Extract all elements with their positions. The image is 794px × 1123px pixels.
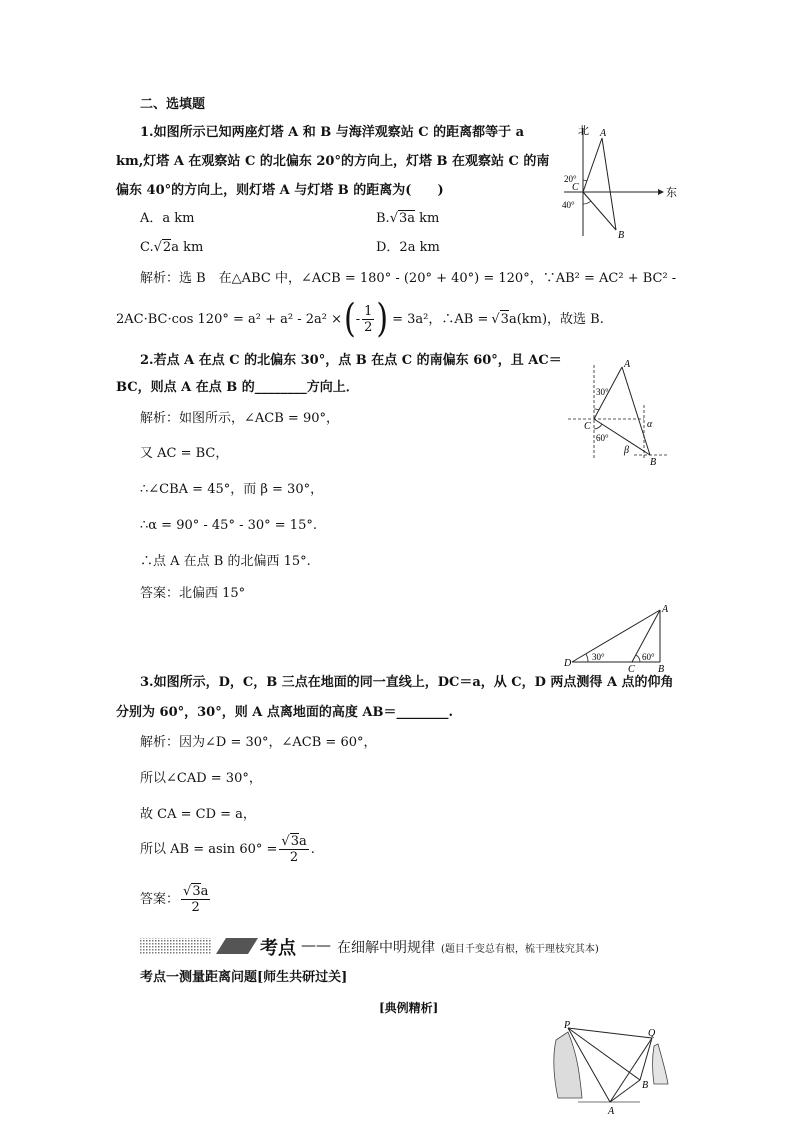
point-b-label: B — [618, 230, 625, 241]
half-numerator: 1 — [364, 304, 373, 319]
angle-60-label: 60° — [642, 652, 655, 662]
alpha-label: α — [647, 419, 653, 430]
banner-note: (题目千变总有根，梳干理枝究其本) — [441, 944, 599, 955]
point-d-label: D — [564, 658, 572, 669]
paren-right: ) — [376, 296, 389, 342]
point-a-label: A — [608, 1106, 615, 1117]
q1-option-b-radicand: 3a — [398, 211, 416, 226]
q3-result-radicand: 3 — [290, 834, 299, 849]
q3-result-fraction — [279, 834, 308, 865]
q2-answer: 答案：北偏西 15° — [140, 586, 246, 601]
q3-answer-numerator — [181, 884, 210, 900]
q2-solution-1: 解析：如图所示，∠ACB = 90°， — [140, 411, 339, 426]
q1-option-a: A．a km — [140, 211, 195, 226]
section-title: 二、选填题 — [140, 97, 206, 112]
q1-option-c-radicand: 2 — [162, 240, 172, 255]
example-figure — [548, 1018, 680, 1118]
q1-solution-line2 — [116, 296, 604, 342]
q1-option-c — [140, 239, 203, 257]
q3-figure — [560, 600, 678, 672]
q1-option-b-prefix: B. — [376, 211, 390, 226]
banner-main: 考点 — [260, 938, 296, 959]
north-label: 北 — [578, 125, 589, 137]
q3-result-a: a — [298, 834, 307, 849]
point-a-label: A — [600, 128, 607, 139]
q2-line2: BC，则点 A 在点 B 的________方向上． — [116, 380, 359, 395]
segment-qa — [610, 1038, 652, 1102]
segment-ab — [610, 1080, 640, 1102]
q1-solution-line1: 解析：选 B 在△ABC 中，∠ACB = 180° - (20° + 40°) = 120°，∵AB² = AC² + BC² - — [140, 271, 677, 286]
sqrt-sign: √ — [491, 311, 500, 327]
point-q-label: Q — [648, 1028, 656, 1039]
segment-ab — [622, 367, 650, 455]
q3-solution-3: 故 CA = CD = a， — [140, 807, 256, 822]
banner-sub: 在细解中明规律 — [337, 940, 435, 956]
section-banner — [140, 936, 670, 959]
point-c-label: C — [572, 182, 579, 193]
q2-line1: 2.若点 A 在点 C 的北偏东 30°，点 B 在点 C 的南偏东 60°，且 AC＝ — [140, 353, 562, 368]
east-label: 东 — [666, 187, 677, 199]
q3-line2: 分别为 60°，30°，则 A 点离地面的高度 AB＝________. — [116, 705, 453, 720]
q1-option-c-suffix: a km — [171, 240, 204, 255]
q3-solution-1: 解析：因为∠D = 30°，∠ACB = 60°， — [140, 735, 377, 750]
half-fraction — [362, 304, 374, 335]
segment-ca — [583, 138, 602, 192]
angle-40-arc — [583, 201, 591, 204]
sqrt-sign: √ — [281, 834, 290, 849]
q1-solution-line2-b: = 3a²，∴AB = — [392, 311, 489, 327]
q2-solution-3: ∴∠CBA = 45°，而 β = 30°， — [140, 482, 324, 497]
q3-solution-4 — [140, 834, 315, 865]
paren-left: ( — [344, 296, 356, 342]
point-b-label: B — [642, 1080, 649, 1091]
q2-solution-4: ∴α = 90° - 45° - 30° = 15°. — [140, 518, 317, 533]
q1-line3: 偏东 40°的方向上，则灯塔 A 与灯塔 B 的距离为( ) — [116, 183, 444, 198]
q3-answer-a: a — [200, 884, 209, 899]
q3-result-denominator: 2 — [289, 850, 299, 865]
half-denominator: 2 — [364, 320, 373, 335]
cliff-left — [554, 1032, 582, 1098]
beta-label: β — [624, 445, 629, 456]
sqrt-sign: √ — [389, 211, 398, 226]
topic-title: 考点一测量距离问题[师生共研过关] — [140, 970, 348, 985]
q1-option-c-prefix: C. — [140, 240, 154, 255]
q1-solution-line2-a: 2AC·BC·cos 120° = a² + a² - 2a² × — [116, 311, 342, 327]
q1-solution-sqrt: 3 — [500, 312, 509, 327]
q3-answer-label: 答案： — [140, 891, 180, 907]
angle-40-label: 40° — [562, 200, 575, 210]
angle-60-arc — [594, 424, 602, 429]
q3-answer-fraction — [181, 884, 210, 915]
example-title: [典例精析] — [379, 1001, 439, 1015]
q1-option-b — [376, 210, 439, 228]
q1-line1: 1.如图所示已知两座灯塔 A 和 B 与海洋观察站 C 的距离都等于 a — [140, 125, 525, 140]
minus-sign: - — [355, 311, 361, 327]
banner-dash: —— — [301, 936, 331, 954]
q1-option-b-suffix: km — [415, 211, 440, 226]
q3-result-numerator — [279, 834, 308, 850]
point-b-label: B — [658, 664, 665, 672]
q3-answer — [140, 884, 212, 915]
angle-30-label: 30° — [592, 652, 605, 662]
q2-figure — [564, 355, 674, 470]
point-c-label: C — [584, 421, 591, 432]
sqrt-sign: √ — [183, 884, 192, 899]
angle-30-arc — [594, 409, 599, 410]
q2-solution-2: 又 AC = BC， — [140, 446, 229, 461]
segment-qb — [640, 1038, 652, 1080]
east-arrow — [658, 189, 664, 195]
angle-20-label: 20° — [564, 174, 577, 184]
point-a-label: A — [624, 359, 631, 370]
q1-option-d: D．2a km — [376, 240, 440, 255]
point-c-label: C — [628, 664, 635, 672]
q3-line1: 3.如图所示，D，C，B 三点在地面的同一直线上，DC＝a，从 C，D 两点测得 A 点的仰角 — [140, 675, 674, 690]
point-b-label: B — [650, 457, 657, 468]
angle-30-arc — [586, 654, 588, 662]
point-p-label: P — [564, 1020, 571, 1031]
q2-solution-5: ∴点 A 在点 B 的北偏西 15°. — [140, 554, 311, 569]
q1-solution-line2-c: a(km)，故选 B. — [508, 311, 604, 327]
period: . — [310, 841, 315, 857]
q1-line2: km,灯塔 A 在观察站 C 的北偏东 20°的方向上，灯塔 B 在观察站 C 的南 — [116, 154, 550, 169]
q3-solution-4-text: 所以 AB = asin 60° = — [140, 841, 278, 857]
angle-30-label: 30° — [596, 387, 609, 397]
q3-answer-radicand: 3 — [192, 884, 201, 899]
cliff-right — [653, 1044, 669, 1084]
q1-figure — [556, 118, 686, 248]
q3-solution-2: 所以∠CAD = 30°， — [140, 771, 262, 786]
point-a-label: A — [662, 604, 669, 615]
angle-20-arc — [583, 180, 587, 181]
angle-60-label: 60° — [596, 433, 609, 443]
banner-decoration — [140, 937, 260, 955]
sqrt-sign: √ — [153, 240, 162, 255]
angle-60-arc — [636, 655, 640, 662]
q3-answer-denominator: 2 — [191, 900, 200, 915]
